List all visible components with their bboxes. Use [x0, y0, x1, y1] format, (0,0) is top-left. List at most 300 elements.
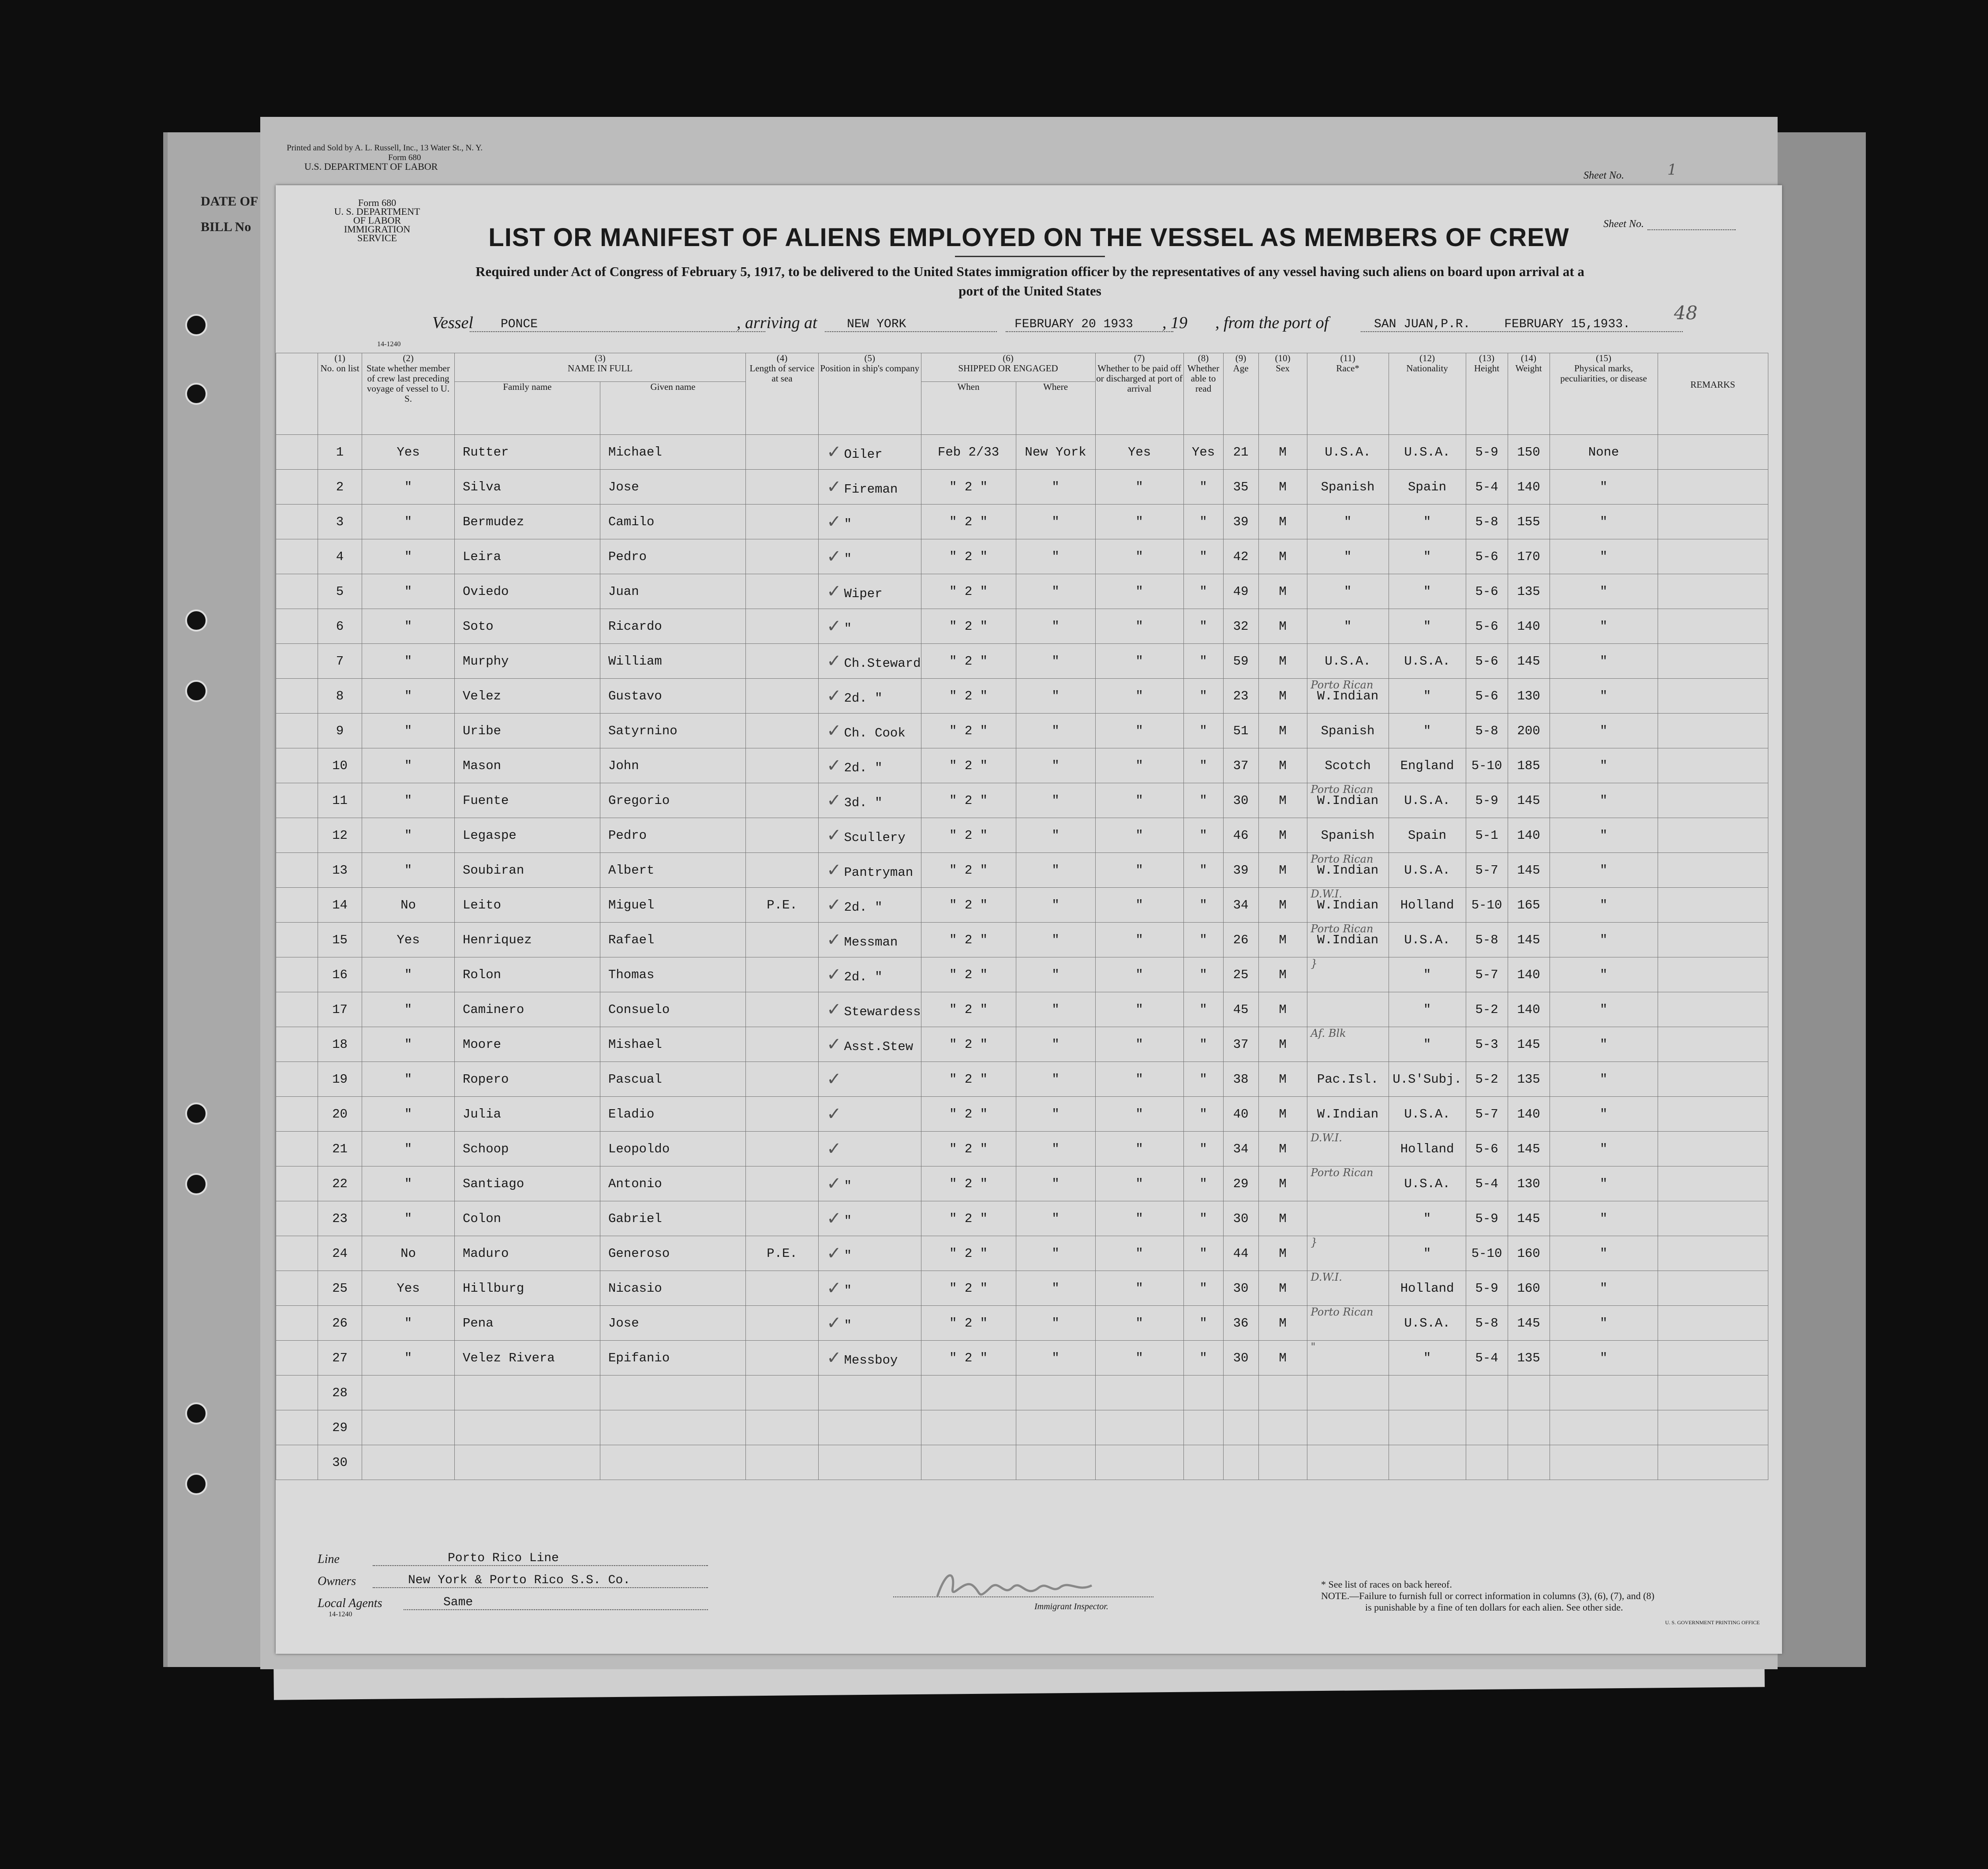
prev-voyage-cell-text: " [404, 1106, 412, 1121]
nationality-cell-text: " [1423, 1246, 1431, 1261]
position-cell [819, 888, 921, 923]
able-to-read-cell-text: " [1199, 654, 1207, 669]
prev-voyage-cell [362, 1062, 455, 1097]
weight-cell-text: 160 [1517, 1281, 1540, 1296]
given-name-cell-text: Antonio [608, 1176, 662, 1191]
marks-cell [1550, 1376, 1658, 1410]
able-to-read-cell-text: " [1199, 1072, 1207, 1087]
sex-cell-text: M [1279, 584, 1287, 599]
race-cell [1307, 1410, 1389, 1445]
race-handwritten-note: Porto Rican [1310, 679, 1374, 691]
height-cell-text: 5-6 [1475, 688, 1498, 703]
shipped-where-cell-text: " [1052, 619, 1060, 634]
given-name-cell [600, 714, 746, 748]
row-number [318, 505, 362, 539]
crew-manifest-table [276, 353, 1768, 1480]
sex-cell [1258, 853, 1307, 888]
age-cell [1223, 1097, 1258, 1132]
weight-cell [1508, 1306, 1550, 1341]
table-row [276, 470, 1768, 505]
shipped-when-cell-text: " 2 " [949, 1246, 988, 1261]
margin-cell [276, 1341, 318, 1376]
header-race [1307, 353, 1389, 435]
service-cell [746, 1166, 819, 1201]
service-cell [746, 470, 819, 505]
table-row [276, 714, 1768, 748]
marks-cell [1550, 1132, 1658, 1166]
weight-cell [1508, 1236, 1550, 1271]
arriving-label: , arriving at [737, 314, 817, 332]
service-cell [746, 1445, 819, 1480]
age-cell-text: 59 [1233, 654, 1249, 669]
given-name-cell-text: Gabriel [608, 1211, 662, 1226]
position-cell [819, 1306, 921, 1341]
given-name-cell [600, 1027, 746, 1062]
owners-label: Owners [318, 1574, 356, 1588]
position-cell [819, 644, 921, 679]
sex-cell-text: M [1279, 1106, 1287, 1121]
height-cell [1466, 1062, 1508, 1097]
check-mark-icon: ✓ [827, 860, 842, 880]
family-name-cell-text: Velez Rivera [463, 1350, 555, 1365]
paid-off-cell [1095, 505, 1183, 539]
service-cell [746, 1027, 819, 1062]
nationality-cell [1389, 609, 1466, 644]
family-name-cell-text: Velez [463, 688, 502, 703]
row-number [318, 435, 362, 470]
prev-voyage-cell [362, 818, 455, 853]
table-row [276, 679, 1768, 714]
age-cell-text: 34 [1233, 1141, 1249, 1156]
age-cell-text: 42 [1233, 549, 1249, 564]
age-cell [1223, 539, 1258, 574]
family-name-cell [455, 1062, 600, 1097]
shipped-when-cell [921, 1201, 1016, 1236]
row-number-text: 26 [332, 1316, 348, 1331]
age-cell-text: 30 [1233, 1350, 1249, 1365]
position-cell [819, 1376, 921, 1410]
given-name-cell [600, 888, 746, 923]
paid-off-cell-text: " [1135, 654, 1143, 669]
able-to-read-cell [1183, 1201, 1223, 1236]
sex-cell-text: M [1279, 897, 1287, 912]
paid-off-cell-text: " [1135, 897, 1143, 912]
height-cell [1466, 853, 1508, 888]
remarks-cell [1658, 574, 1768, 609]
height-cell [1466, 818, 1508, 853]
marks-cell-text: " [1599, 758, 1608, 773]
header-where: Where [1016, 382, 1095, 435]
given-name-cell [600, 1201, 746, 1236]
penalty-note: NOTE.—Failure to furnish full or correct information in columns (3), (6), (7), and (8) [1321, 1590, 1655, 1601]
given-name-cell [600, 574, 746, 609]
weight-cell [1508, 853, 1550, 888]
table-row [276, 1097, 1768, 1132]
race-cell [1307, 1306, 1389, 1341]
row-number [318, 1201, 362, 1236]
stamp-date: DATE OF [201, 194, 258, 209]
height-cell-text: 5-4 [1475, 1176, 1498, 1191]
shipped-when-cell [921, 818, 1016, 853]
sex-cell-text: M [1279, 1176, 1287, 1191]
height-cell [1466, 748, 1508, 783]
shipped-when-cell [921, 1445, 1016, 1480]
remarks-cell [1658, 1201, 1768, 1236]
header-name [455, 353, 746, 382]
family-name-cell-text: Pena [463, 1316, 494, 1331]
race-cell [1307, 470, 1389, 505]
row-number-text: 20 [332, 1106, 348, 1121]
age-cell [1223, 748, 1258, 783]
age-cell-text: 30 [1233, 1281, 1249, 1296]
shipped-when-cell [921, 435, 1016, 470]
vessel-label: Vessel [432, 314, 473, 332]
prev-voyage-cell-text: " [404, 1002, 412, 1017]
marks-cell [1550, 992, 1658, 1027]
family-name-cell [455, 923, 600, 957]
given-name-cell-text: Thomas [608, 967, 655, 982]
remarks-cell [1658, 853, 1768, 888]
height-cell-text: 5-9 [1475, 445, 1498, 460]
row-number [318, 748, 362, 783]
nationality-cell-text: Spain [1408, 828, 1447, 843]
family-name-cell-text: Fuente [463, 793, 509, 808]
check-mark-icon: ✓ [827, 1313, 842, 1333]
age-cell [1223, 783, 1258, 818]
race-cell [1307, 783, 1389, 818]
height-cell-text: 5-6 [1475, 1141, 1498, 1156]
margin-cell [276, 1236, 318, 1271]
sex-cell [1258, 1132, 1307, 1166]
marks-cell [1550, 1271, 1658, 1306]
table-row [276, 539, 1768, 574]
age-cell [1223, 1341, 1258, 1376]
row-number [318, 1445, 362, 1480]
prev-voyage-cell-text: " [404, 1037, 412, 1052]
paid-off-cell-text: " [1135, 932, 1143, 947]
given-name-cell [600, 435, 746, 470]
check-mark-icon: ✓ [827, 1034, 842, 1054]
position-cell-text: Ch.Steward [844, 656, 921, 671]
height-cell [1466, 1097, 1508, 1132]
check-mark-icon: ✓ [827, 1174, 842, 1194]
weight-cell-text: 140 [1517, 967, 1540, 982]
header-weight [1508, 353, 1550, 435]
position-cell-text: " [844, 1214, 852, 1228]
prev-voyage-cell [362, 1027, 455, 1062]
margin-cell [276, 1201, 318, 1236]
nationality-cell-text: " [1423, 1037, 1431, 1052]
sheet-number: 48 [1674, 302, 1698, 324]
col-label: REMARKS [1690, 379, 1735, 390]
nationality-cell [1389, 435, 1466, 470]
prev-voyage-cell-text: Yes [397, 1281, 420, 1296]
sex-cell-text: M [1279, 758, 1287, 773]
arriving-port: NEW YORK [825, 318, 997, 332]
weight-cell [1508, 1376, 1550, 1410]
margin-cell [276, 1445, 318, 1480]
prev-voyage-cell-text: " [404, 619, 412, 634]
family-name-cell [455, 470, 600, 505]
row-number-text: 19 [332, 1072, 348, 1087]
age-cell-text: 46 [1233, 828, 1249, 843]
table-row [276, 1201, 1768, 1236]
row-number-text: 3 [336, 514, 344, 529]
height-cell [1466, 1201, 1508, 1236]
margin-cell [276, 853, 318, 888]
check-mark-icon: ✓ [827, 546, 842, 567]
race-cell-text: U.S.A. [1325, 445, 1371, 460]
table-row [276, 1445, 1768, 1480]
sex-cell [1258, 1236, 1307, 1271]
position-cell [819, 679, 921, 714]
stamp-bill: BILL No [201, 220, 251, 234]
remarks-cell [1658, 1341, 1768, 1376]
paid-off-cell [1095, 539, 1183, 574]
margin-cell [276, 609, 318, 644]
height-cell-text: 5-10 [1471, 897, 1502, 912]
sex-cell-text: M [1279, 1316, 1287, 1331]
nationality-cell-text: U.S.A. [1404, 1316, 1450, 1331]
nationality-cell [1389, 505, 1466, 539]
age-cell-text: 49 [1233, 584, 1249, 599]
table-row [276, 435, 1768, 470]
position-cell [819, 1236, 921, 1271]
paid-off-cell-text: " [1135, 863, 1143, 878]
header-height [1466, 353, 1508, 435]
signature-line [893, 1596, 1153, 1597]
paid-off-cell [1095, 679, 1183, 714]
row-number [318, 923, 362, 957]
shipped-when-cell [921, 1341, 1016, 1376]
position-cell [819, 1027, 921, 1062]
able-to-read-cell-text: " [1199, 1316, 1207, 1331]
marks-cell-text: " [1599, 1141, 1608, 1156]
remarks-cell [1658, 644, 1768, 679]
family-name-cell [455, 818, 600, 853]
height-cell [1466, 1166, 1508, 1201]
age-cell-text: 36 [1233, 1316, 1249, 1331]
nationality-cell-text: " [1423, 1211, 1431, 1226]
able-to-read-cell [1183, 1445, 1223, 1480]
position-cell [819, 539, 921, 574]
back-form: Form 680 [388, 153, 421, 162]
able-to-read-cell-text: " [1199, 1106, 1207, 1121]
prev-voyage-cell [362, 923, 455, 957]
nationality-cell-text: " [1423, 688, 1431, 703]
shipped-when-cell-text: " 2 " [949, 1072, 988, 1087]
age-cell [1223, 1201, 1258, 1236]
age-cell [1223, 435, 1258, 470]
able-to-read-cell [1183, 888, 1223, 923]
prev-voyage-cell [362, 1132, 455, 1166]
table-row [276, 818, 1768, 853]
given-name-cell-text: Pedro [608, 549, 647, 564]
height-cell [1466, 539, 1508, 574]
nationality-cell [1389, 783, 1466, 818]
remarks-cell [1658, 818, 1768, 853]
race-cell [1307, 714, 1389, 748]
row-number-text: 25 [332, 1281, 348, 1296]
prev-voyage-cell-text: " [404, 549, 412, 564]
able-to-read-cell-text: " [1199, 932, 1207, 947]
race-cell [1307, 992, 1389, 1027]
able-to-read-cell-text: " [1199, 549, 1207, 564]
shipped-when-cell-text: " 2 " [949, 863, 988, 878]
prev-voyage-cell [362, 992, 455, 1027]
prev-voyage-cell-text: " [404, 1211, 412, 1226]
sex-cell [1258, 1097, 1307, 1132]
marks-cell-text: None [1588, 445, 1619, 460]
back-dept: U.S. DEPARTMENT OF LABOR [304, 161, 438, 172]
marks-cell-text: " [1599, 479, 1608, 494]
family-name-cell [455, 748, 600, 783]
height-cell-text: 5-6 [1475, 584, 1498, 599]
able-to-read-cell [1183, 505, 1223, 539]
sex-cell [1258, 1027, 1307, 1062]
paid-off-cell-text: " [1135, 1316, 1143, 1331]
sex-cell-text: M [1279, 688, 1287, 703]
able-to-read-cell [1183, 1062, 1223, 1097]
given-name-cell-text: Generoso [608, 1246, 670, 1261]
row-number [318, 888, 362, 923]
col-label: Length of service at sea [749, 363, 815, 384]
weight-cell [1508, 1097, 1550, 1132]
position-cell [819, 714, 921, 748]
row-number-text: 18 [332, 1037, 348, 1052]
manifest-rows [276, 435, 1768, 1480]
shipped-when-cell-text: " 2 " [949, 1211, 988, 1226]
row-number [318, 1166, 362, 1201]
check-mark-icon: ✓ [827, 442, 842, 462]
age-cell [1223, 1271, 1258, 1306]
height-cell [1466, 957, 1508, 992]
height-cell [1466, 783, 1508, 818]
col-label: Height [1474, 363, 1500, 374]
marks-cell [1550, 505, 1658, 539]
height-cell-text: 5-6 [1475, 654, 1498, 669]
prev-voyage-cell-text: " [404, 1141, 412, 1156]
position-cell [819, 818, 921, 853]
remarks-cell [1658, 992, 1768, 1027]
shipped-when-cell [921, 1236, 1016, 1271]
shipped-where-cell-text: " [1052, 1211, 1060, 1226]
position-cell [819, 574, 921, 609]
age-cell [1223, 1445, 1258, 1480]
shipped-when-cell-text: " 2 " [949, 1176, 988, 1191]
prev-voyage-cell [362, 1236, 455, 1271]
position-cell-text: Oiler [844, 447, 883, 462]
height-cell-text: 5-8 [1475, 932, 1498, 947]
race-cell [1307, 435, 1389, 470]
weight-cell [1508, 1410, 1550, 1445]
race-cell [1307, 1271, 1389, 1306]
position-cell-text: Scullery [844, 830, 906, 845]
shipped-where-cell [1016, 1376, 1095, 1410]
marks-cell-text: " [1599, 619, 1608, 634]
family-name-cell-text: Julia [463, 1106, 502, 1121]
sex-cell-text: M [1279, 549, 1287, 564]
shipped-when-cell [921, 574, 1016, 609]
remarks-cell [1658, 957, 1768, 992]
marks-cell [1550, 1166, 1658, 1201]
shipped-when-cell [921, 539, 1016, 574]
row-number-text: 16 [332, 967, 348, 982]
row-number-text: 8 [336, 688, 344, 703]
shipped-where-cell-text: " [1052, 1072, 1060, 1087]
family-name-cell-text: Ropero [463, 1072, 509, 1087]
given-name-cell-text: Nicasio [608, 1281, 662, 1296]
prev-voyage-cell [362, 1166, 455, 1201]
prev-voyage-cell-text: No [401, 897, 416, 912]
margin-cell [276, 1027, 318, 1062]
sex-cell [1258, 1201, 1307, 1236]
given-name-cell-text: William [608, 654, 662, 669]
prev-voyage-cell-text: " [404, 863, 412, 878]
able-to-read-cell [1183, 748, 1223, 783]
sex-cell [1258, 1062, 1307, 1097]
paid-off-cell-text: Yes [1127, 445, 1151, 460]
family-name-cell-text: Uribe [463, 723, 502, 738]
race-cell-text: " [1344, 514, 1352, 529]
weight-cell-text: 145 [1517, 793, 1540, 808]
sex-cell-text: M [1279, 967, 1287, 982]
col-num: (2) [403, 353, 414, 363]
service-cell [746, 1236, 819, 1271]
shipped-when-cell-text: " 2 " [949, 1281, 988, 1296]
age-cell [1223, 1410, 1258, 1445]
given-name-cell [600, 470, 746, 505]
prev-voyage-cell [362, 748, 455, 783]
shipped-when-cell-text: " 2 " [949, 619, 988, 634]
marks-cell-text: " [1599, 549, 1608, 564]
family-name-cell [455, 505, 600, 539]
paid-off-cell [1095, 1166, 1183, 1201]
sex-cell [1258, 923, 1307, 957]
service-cell [746, 539, 819, 574]
shipped-where-cell [1016, 1027, 1095, 1062]
race-cell-text: " [1344, 549, 1352, 564]
nationality-cell [1389, 1341, 1466, 1376]
age-cell-text: 37 [1233, 1037, 1249, 1052]
age-cell [1223, 714, 1258, 748]
given-name-cell-text: Mishael [608, 1037, 662, 1052]
table-row [276, 1306, 1768, 1341]
given-name-cell-text: Juan [608, 584, 639, 599]
shipped-when-cell [921, 1027, 1016, 1062]
nationality-cell-text: England [1400, 758, 1454, 773]
given-name-cell [600, 957, 746, 992]
row-number [318, 957, 362, 992]
marks-cell-text: " [1599, 897, 1608, 912]
margin-cell [276, 957, 318, 992]
nationality-cell [1389, 1027, 1466, 1062]
age-cell [1223, 992, 1258, 1027]
family-name-cell-text: Santiago [463, 1176, 524, 1191]
nationality-cell-text: Holland [1400, 1281, 1454, 1296]
position-cell-text: Fireman [844, 482, 898, 497]
position-cell-text: Stewardess [844, 1005, 921, 1019]
able-to-read-cell-text: " [1199, 863, 1207, 878]
age-cell-text: 29 [1233, 1176, 1249, 1191]
printer-note: U. S. GOVERNMENT PRINTING OFFICE [1665, 1619, 1760, 1626]
shipped-where-cell-text: " [1052, 549, 1060, 564]
race-cell-text: W.Indian [1317, 932, 1379, 947]
sex-cell-text: M [1279, 828, 1287, 843]
position-cell [819, 748, 921, 783]
family-name-cell-text: Soto [463, 619, 494, 634]
page-title: LIST OR MANIFEST OF ALIENS EMPLOYED ON THE VESSEL AS MEMBERS OF CREW [488, 223, 1569, 252]
